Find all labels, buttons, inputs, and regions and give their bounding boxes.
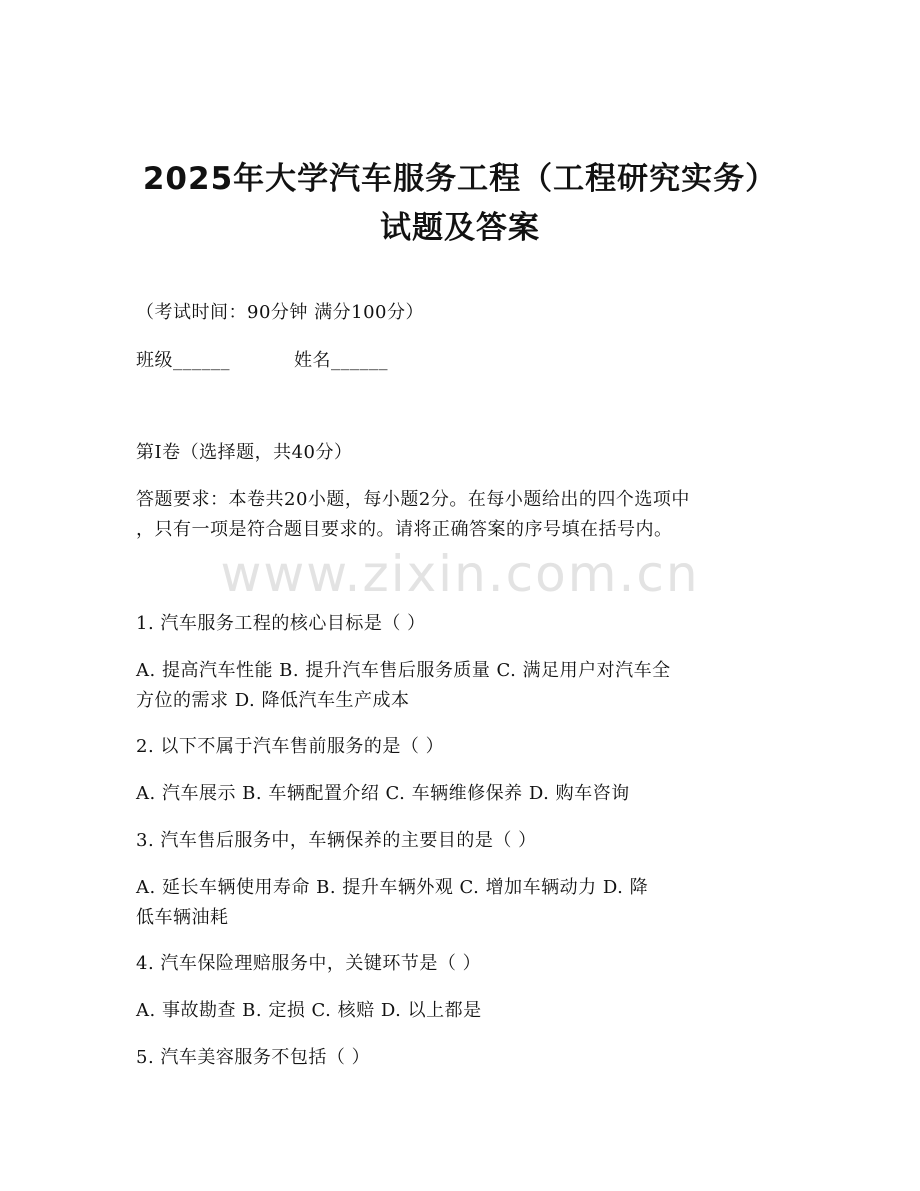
question-1-options-line-2: 方位的需求 D. 降低汽车生产成本 [136,690,410,711]
question-2-stem: 2. 以下不属于汽车售前服务的是（ ） [136,736,445,757]
document-title-line-2: 试题及答案 [380,210,540,246]
instructions-line-2: ，只有一项是符合题目要求的。请将正确答案的序号填在括号内。 [136,519,673,540]
name-field-label: 姓名______ [294,350,388,371]
question-3-options-line-2: 低车辆油耗 [136,907,229,928]
class-field-label: 班级______ [136,350,230,371]
document-title-line-1: 2025年大学汽车服务工程（工程研究实务） [142,161,778,197]
question-1-options-line-1: A. 提高汽车性能 B. 提升汽车售后服务质量 C. 满足用户对汽车全 [136,660,671,681]
question-3-options-line-1: A. 延长车辆使用寿命 B. 提升车辆外观 C. 增加车辆动力 D. 降 [136,877,649,898]
watermark: www.zixin.com.cn [220,545,700,603]
question-5-stem: 5. 汽车美容服务不包括（ ） [136,1047,371,1068]
question-1-stem: 1. 汽车服务工程的核心目标是（ ） [136,613,426,634]
section-heading: 第I卷（选择题，共40分） [136,442,353,463]
question-4-stem: 4. 汽车保险理赔服务中，关键环节是（ ） [136,953,482,974]
question-4-options-line-1: A. 事故勘查 B. 定损 C. 核赔 D. 以上都是 [136,1000,482,1021]
question-3-stem: 3. 汽车售后服务中，车辆保养的主要目的是（ ） [136,830,537,851]
exam-info: （考试时间：90分钟 满分100分） [136,302,424,323]
instructions-line-1: 答题要求：本卷共20小题，每小题2分。在每小题给出的四个选项中 [136,489,690,510]
question-2-options-line-1: A. 汽车展示 B. 车辆配置介绍 C. 车辆维修保养 D. 购车咨询 [136,783,630,804]
